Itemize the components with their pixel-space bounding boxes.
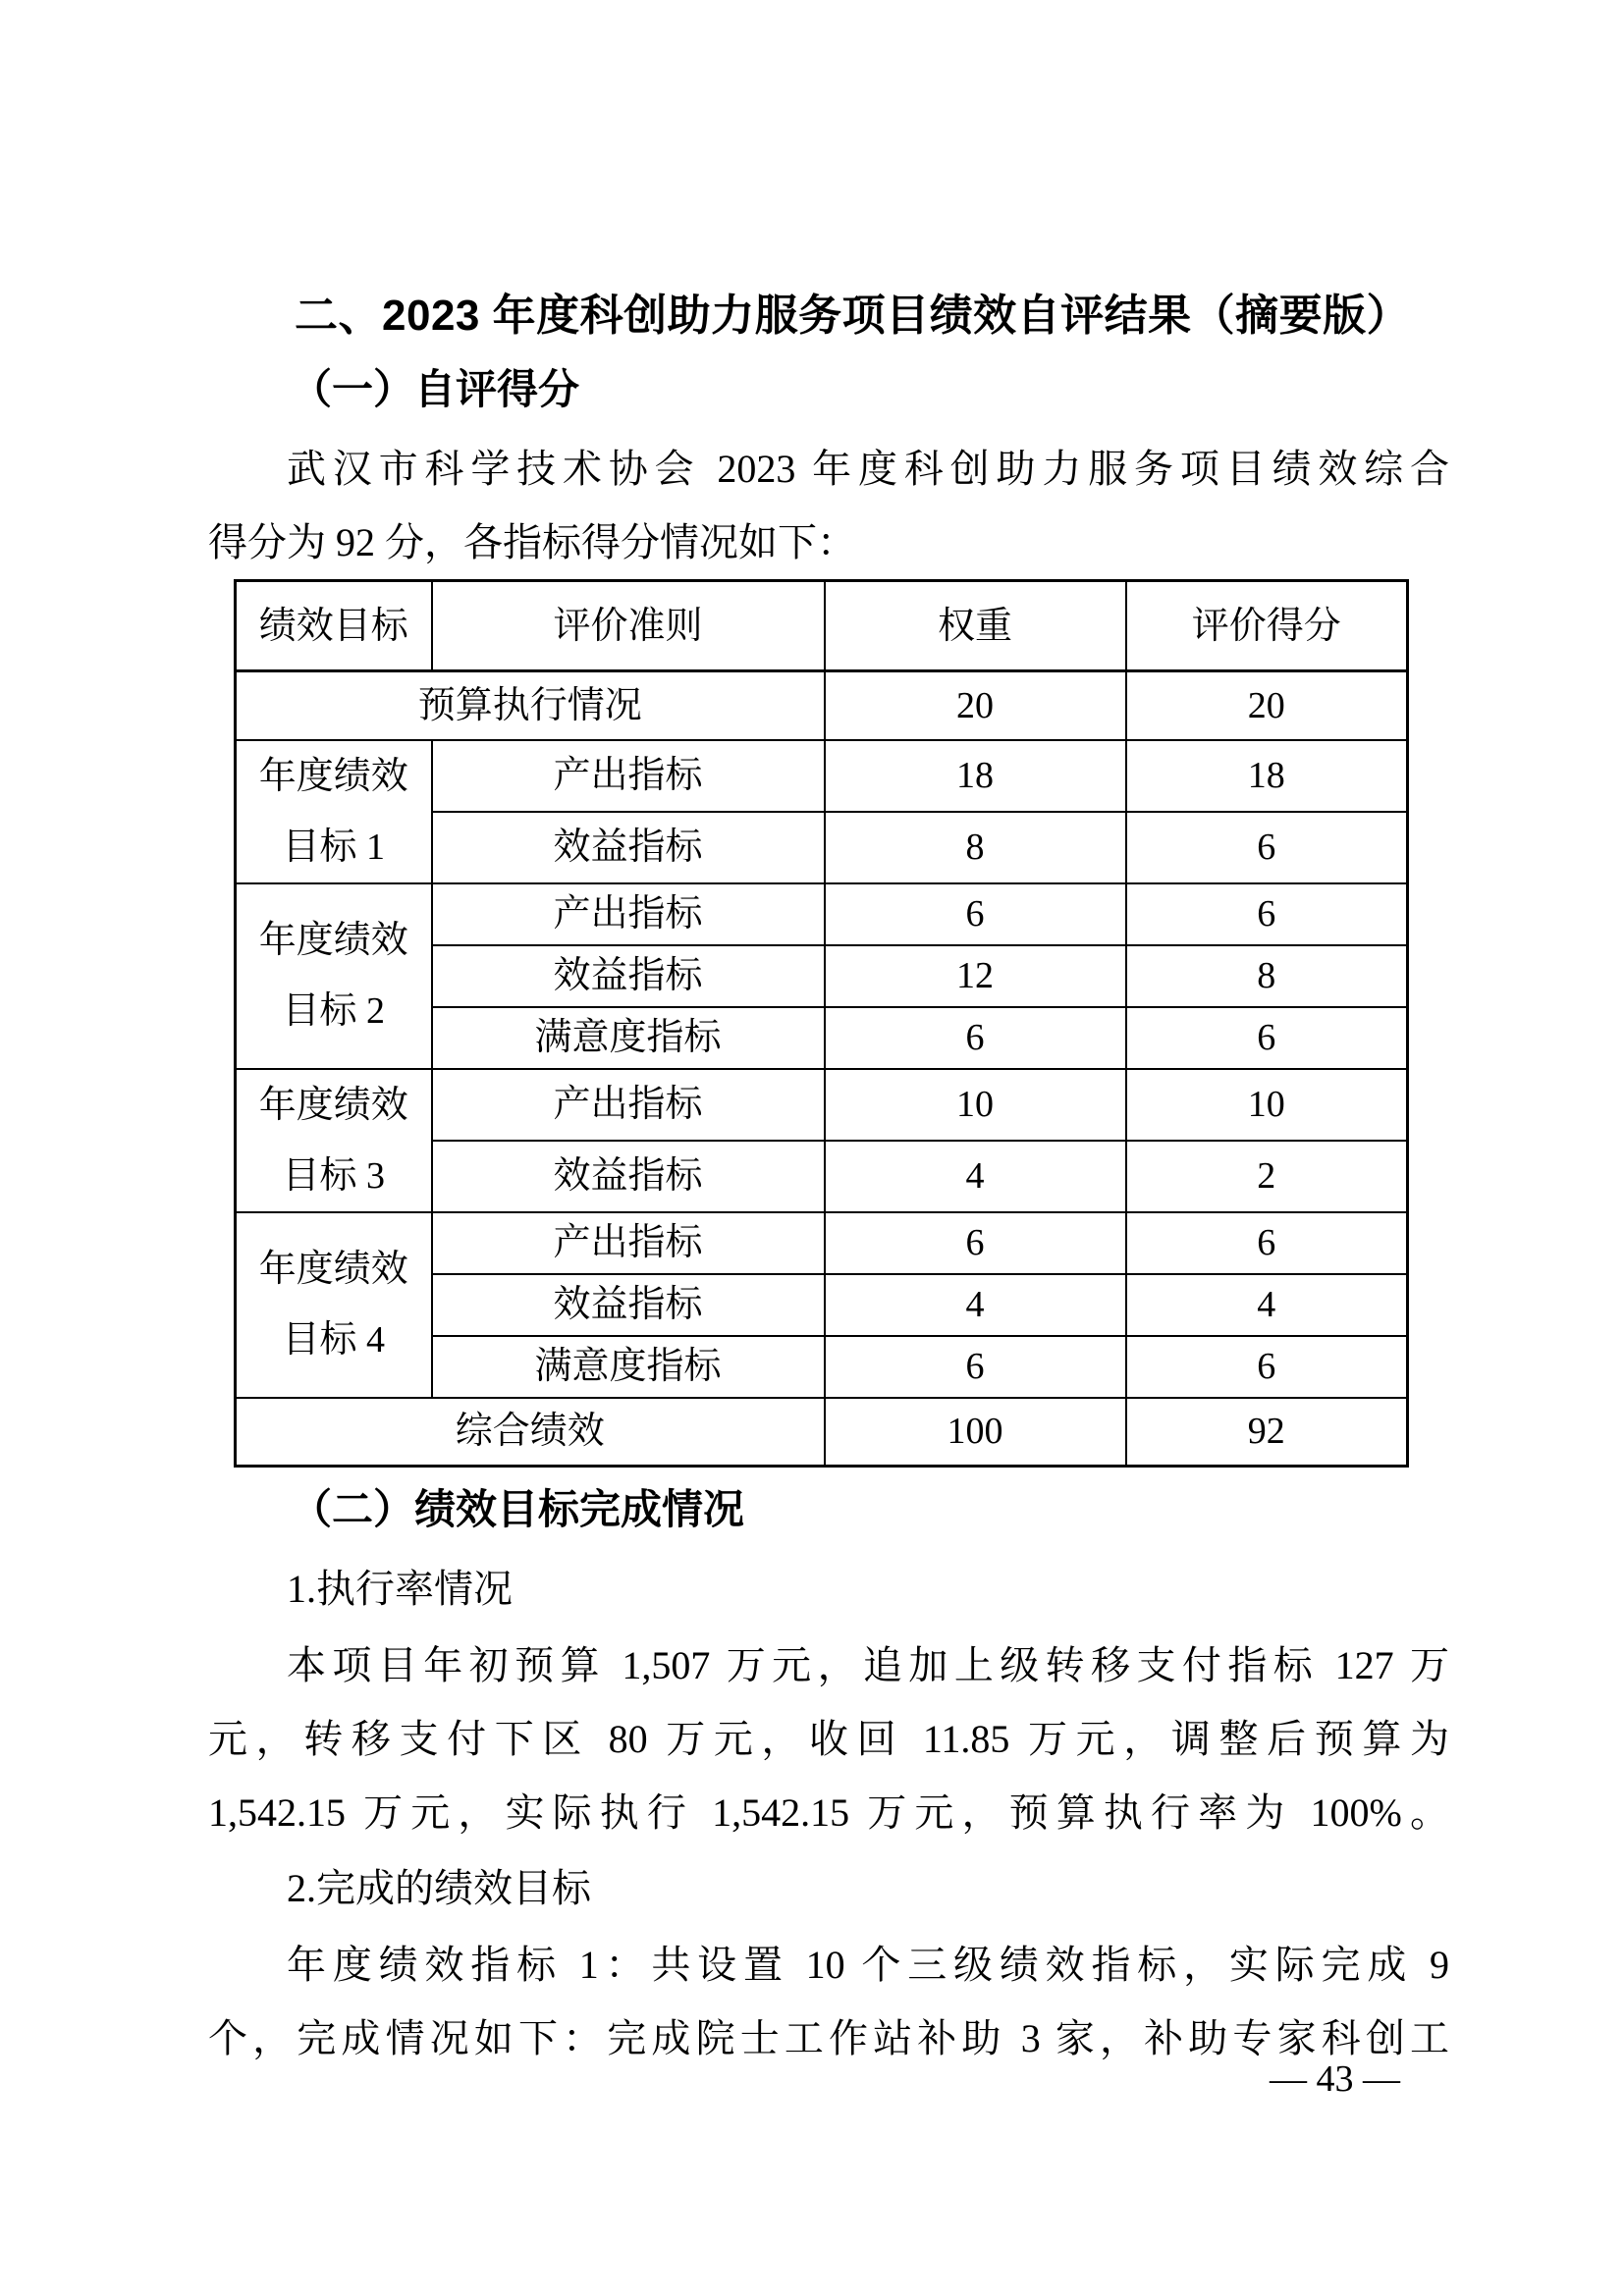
- score-cell: 20: [1126, 671, 1408, 740]
- goal-cell: [236, 1069, 432, 1212]
- goal-line: 年度绩效: [258, 755, 408, 797]
- score-cell: 2: [1126, 1141, 1408, 1212]
- table-row-merged: [236, 671, 1408, 740]
- paragraph-line: 武汉市科学技术协会 2023 年度科创助力服务项目绩效综合: [287, 447, 1449, 491]
- criterion-cell: 预算执行情况: [236, 671, 825, 740]
- score-cell: 8: [1126, 945, 1408, 1007]
- weight-cell: 100: [825, 1398, 1126, 1467]
- goal-line: 目标 3: [282, 1154, 385, 1197]
- table-row: [236, 1069, 1408, 1141]
- paragraph-line: 年度绩效指标 1：共设置 10 个三级绩效指标，实际完成 9: [287, 1943, 1449, 1987]
- goal-cell: [236, 1212, 432, 1398]
- criterion-cell: 效益指标: [432, 812, 825, 883]
- criterion-cell: 效益指标: [432, 1274, 825, 1336]
- score-cell: 6: [1126, 1007, 1408, 1069]
- goal-line: 目标 4: [282, 1319, 385, 1361]
- paragraph-line: 个，完成情况如下：完成院士工作站补助 3 家，补助专家科创工: [208, 2016, 1449, 2060]
- criterion-cell: 产出指标: [432, 740, 825, 812]
- section-2-heading: （二）绩效目标完成情况: [291, 1488, 745, 1533]
- criterion-cell: 效益指标: [432, 1141, 825, 1212]
- score-cell: 18: [1126, 740, 1408, 812]
- weight-cell: 6: [825, 1212, 1126, 1274]
- criterion-cell: 综合绩效: [236, 1398, 825, 1467]
- table-header-row: [236, 581, 1408, 671]
- criterion-cell: 满意度指标: [432, 1007, 825, 1069]
- page-number: — 43 —: [1270, 2058, 1400, 2100]
- goal-line: 年度绩效: [258, 920, 408, 961]
- goal-line: 目标 2: [282, 990, 385, 1032]
- weight-cell: 12: [825, 945, 1126, 1007]
- section-1-heading: （一）自评得分: [291, 368, 580, 413]
- score-table-body: [236, 671, 1408, 1467]
- score-table-head: [236, 581, 1408, 671]
- completed-goals-paragraph: [208, 1928, 1449, 2075]
- criterion-cell: 效益指标: [432, 945, 825, 1007]
- criterion-cell: 产出指标: [432, 883, 825, 945]
- execution-rate-paragraph: [208, 1629, 1449, 1849]
- table-row: [236, 1212, 1408, 1274]
- score-cell: 6: [1126, 812, 1408, 883]
- goal-cell: [236, 883, 432, 1069]
- header-cell: 绩效目标: [236, 581, 432, 671]
- score-cell: 92: [1126, 1398, 1408, 1467]
- criterion-cell: 产出指标: [432, 1212, 825, 1274]
- paragraph-line: 本项目年初预算 1,507 万元，追加上级转移支付指标 127 万: [287, 1643, 1449, 1687]
- header-cell: 评价得分: [1126, 581, 1408, 671]
- weight-cell: 8: [825, 812, 1126, 883]
- weight-cell: 6: [825, 1007, 1126, 1069]
- goal-line: 年度绩效: [258, 1084, 408, 1126]
- score-cell: 10: [1126, 1069, 1408, 1141]
- subheading-execution-rate: 1.执行率情况: [287, 1567, 513, 1611]
- subheading-completed-goals: 2.完成的绩效目标: [287, 1866, 591, 1910]
- table-row: [236, 740, 1408, 812]
- paragraph-line: 得分为 92 分，各指标得分情况如下：: [208, 520, 856, 564]
- weight-cell: 18: [825, 740, 1126, 812]
- weight-cell: 20: [825, 671, 1126, 740]
- paragraph-line: 元，转移支付下区 80 万元，收回 11.85 万元，调整后预算为: [208, 1717, 1449, 1761]
- self-score-paragraph: [208, 432, 1449, 579]
- goal-line: 年度绩效: [258, 1249, 408, 1290]
- paragraph-line: 1,542.15 万元，实际执行 1,542.15 万元，预算执行率为 100%。: [208, 1790, 1449, 1835]
- header-cell: 评价准则: [432, 581, 825, 671]
- weight-cell: 6: [825, 883, 1126, 945]
- criterion-cell: 产出指标: [432, 1069, 825, 1141]
- header-cell: 权重: [825, 581, 1126, 671]
- score-table: [234, 579, 1409, 1468]
- weight-cell: 4: [825, 1141, 1126, 1212]
- score-cell: 6: [1126, 1212, 1408, 1274]
- goal-cell: [236, 740, 432, 883]
- weight-cell: 10: [825, 1069, 1126, 1141]
- criterion-cell: 满意度指标: [432, 1336, 825, 1398]
- table-row: [236, 883, 1408, 945]
- weight-cell: 4: [825, 1274, 1126, 1336]
- score-cell: 4: [1126, 1274, 1408, 1336]
- table-row-merged: [236, 1398, 1408, 1467]
- goal-line: 目标 1: [282, 826, 385, 868]
- weight-cell: 6: [825, 1336, 1126, 1398]
- document-title: 二、2023 年度科创助力服务项目绩效自评结果（摘要版）: [295, 292, 1411, 340]
- score-cell: 6: [1126, 883, 1408, 945]
- score-cell: 6: [1126, 1336, 1408, 1398]
